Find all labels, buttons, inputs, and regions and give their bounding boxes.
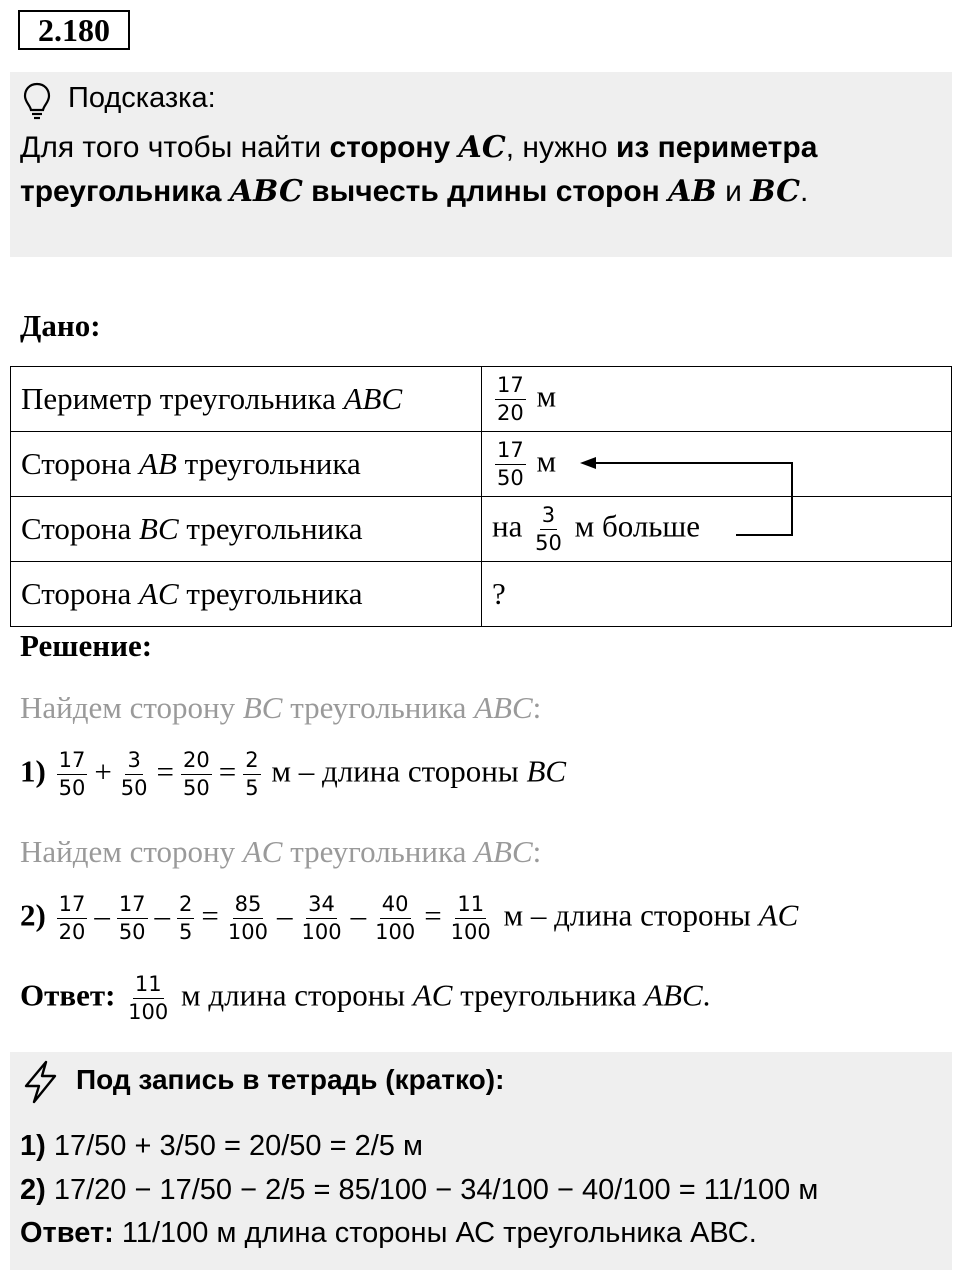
- relation-arrow: [570, 450, 810, 550]
- notes-title: Под запись в тетрадь (кратко):: [76, 1064, 505, 1095]
- hint-line-2: [20, 174, 808, 209]
- fraction: $\frac{17}{20}$: [58, 892, 86, 944]
- table-row: [11, 562, 952, 627]
- solution-heading: Решение:: [20, 628, 153, 663]
- answer-line: Ответ: $\frac{11}{100}$ м длина стороны AC треугольника ABC.: [20, 972, 711, 1024]
- fraction: $\frac{2}{5}$: [179, 892, 193, 944]
- notes-panel: [10, 1052, 952, 1270]
- hint-line-1: [20, 130, 817, 165]
- fraction: $\frac{3}{50}$: [535, 502, 562, 555]
- table-row: [11, 497, 952, 562]
- hint-segment: BC: [750, 174, 801, 209]
- problem-number: 2.180: [18, 10, 130, 50]
- hint-segment: Для того чтобы найти: [20, 131, 330, 164]
- notes-line-1: 1) 17/50 + 3/50 = 20/50 = 2/5 м: [20, 1130, 423, 1162]
- step2-equation: 2) $\frac{17}{20}$ – $\frac{17}{50}$ – $\frac{2}{5}$ = $\frac{85}{100}$ – $\frac{34}{100}$ – $\frac{40}{100}$ = $\frac{11}{100}$ м – длина стороны AC: [20, 892, 799, 944]
- step1-caption: Найдем сторону BC треугольника ABC:: [20, 690, 542, 725]
- lightbulb-icon: [22, 82, 52, 120]
- hint-segment: и: [716, 175, 751, 208]
- given-value-ac: ?: [482, 562, 952, 627]
- table-row: [11, 432, 952, 497]
- fraction: $\frac{11}{100}$: [450, 892, 491, 944]
- step2-caption: Найдем сторону AC треугольника ABC:: [20, 834, 542, 869]
- given-label-ab: Сторона AB треугольника: [11, 432, 482, 497]
- given-value-perimeter: $\frac{17}{20}$ м: [482, 367, 952, 432]
- fraction: $\frac{20}{50}$: [183, 748, 210, 800]
- notes-line-2: 2) 17/20 − 17/50 − 2/5 = 85/100 − 34/100 − 40/100 = 11/100 м: [20, 1174, 819, 1206]
- given-label-ac: Сторона AC треугольника: [11, 562, 482, 627]
- step1-equation: 1) $\frac{17}{50}$ + $\frac{3}{50}$ = $\frac{20}{50}$ = $\frac{2}{5}$ м – длина стороны BC: [20, 748, 567, 800]
- given-heading: Дано:: [20, 308, 101, 343]
- hint-segment: из периметра: [615, 131, 818, 164]
- hint-segment: AC: [458, 130, 506, 165]
- hint-segment: ABC: [229, 174, 303, 209]
- fraction: $\frac{2}{5}$: [245, 748, 259, 800]
- lightning-icon: [22, 1060, 60, 1104]
- fraction: $\frac{3}{50}$: [120, 748, 148, 800]
- table-row: [11, 367, 952, 432]
- fraction: $\frac{85}{100}$: [227, 892, 268, 944]
- notes-line-3: Ответ: 11/100 м длина стороны АС треугольника АВС.: [20, 1217, 757, 1249]
- given-label-perimeter: Периметр треугольника ABC: [11, 367, 482, 432]
- fraction: $\frac{34}{100}$: [301, 892, 342, 944]
- hint-segment: вычесть длины сторон: [302, 175, 669, 208]
- given-value-bc: на $\frac{3}{50}$ м больше: [482, 497, 952, 562]
- given-label-bc: Сторона BC треугольника: [11, 497, 482, 562]
- fraction: $\frac{17}{50}$: [58, 748, 86, 800]
- fraction: $\frac{17}{50}$: [497, 437, 524, 490]
- given-table: [10, 366, 952, 627]
- hint-panel: [10, 72, 952, 257]
- hint-segment: треугольника: [20, 175, 230, 208]
- fraction: $\frac{11}{100}$: [128, 972, 169, 1024]
- fraction: $\frac{17}{20}$: [497, 372, 524, 425]
- hint-segment: AB: [668, 174, 717, 209]
- fraction: $\frac{17}{50}$: [118, 892, 146, 944]
- hint-segment: , нужно: [505, 131, 616, 164]
- hint-segment: .: [800, 175, 809, 208]
- fraction: $\frac{40}{100}$: [375, 892, 416, 944]
- hint-segment: сторону: [329, 131, 459, 164]
- given-value-ab: $\frac{17}{50}$ м: [482, 432, 952, 497]
- hint-title: Подсказка:: [68, 82, 216, 114]
